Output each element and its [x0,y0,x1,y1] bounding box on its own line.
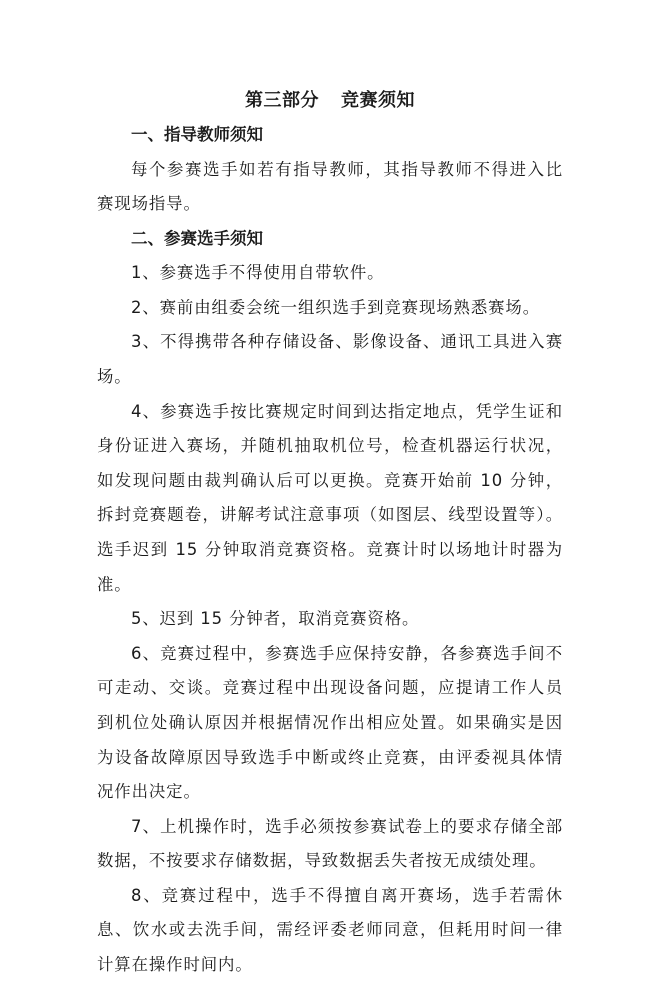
title-topic: 竞赛须知 [341,90,415,111]
contestant-rule-3: 3、不得携带各种存储设备、影像设备、通讯工具进入赛场。 [97,332,563,386]
contestant-rule-6: 6、竞赛过程中，参赛选手应保持安静，各参赛选手间不可走动、交谈。竞赛过程中出现设备问题，应提请工作人员到机位处确认原因并根据情况作出相应处置。如果确实是因为设备故障原因导致选手中断或终止竞赛，由评委视具体情况作出决定。 [97,643,563,802]
title-part: 第三部分 [245,90,319,111]
contestant-rule-8: 8、竞赛过程中，选手不得擅自离开赛场，选手若需休息、饮水或去洗手间，需经评委老师同意，但耗用时间一律计算在操作时间内。 [97,885,563,975]
document-page [97,84,563,983]
contestant-rule-2: 2、赛前由组委会统一组织选手到竞赛现场熟悉赛场。 [131,297,541,317]
contestant-rule-4: 4、参赛选手按比赛规定时间到达指定地点，凭学生证和身份证进入赛场，并随机抽取机位号，检查机器运行状况，如发现问题由裁判确认后可以更换。竞赛开始前 10 分钟，拆封竞赛题卷，讲解考试注意事项（如图层、线型设置等）。选手迟到 15 分钟取消竞赛资格。竞赛计时以场地计时器为准。 [97,401,563,594]
section-heading-contestants: 二、参赛选手须知 [131,228,263,248]
instructor-rule: 每个参赛选手如若有指导教师，其指导教师不得进入比赛现场指导。 [97,159,563,214]
section-heading-instructors: 一、指导教师须知 [131,125,263,144]
page-title [97,84,563,118]
contestant-rule-5: 5、迟到 15 分钟者，取消竞赛资格。 [131,609,420,629]
contestant-rule-7: 7、上机操作时，选手必须按参赛试卷上的要求存储全部数据，不按要求存储数据，导致数据丢失者按无成绩处理。 [97,816,563,871]
contestant-rule-1: 1、参赛选手不得使用自带软件。 [131,263,385,283]
